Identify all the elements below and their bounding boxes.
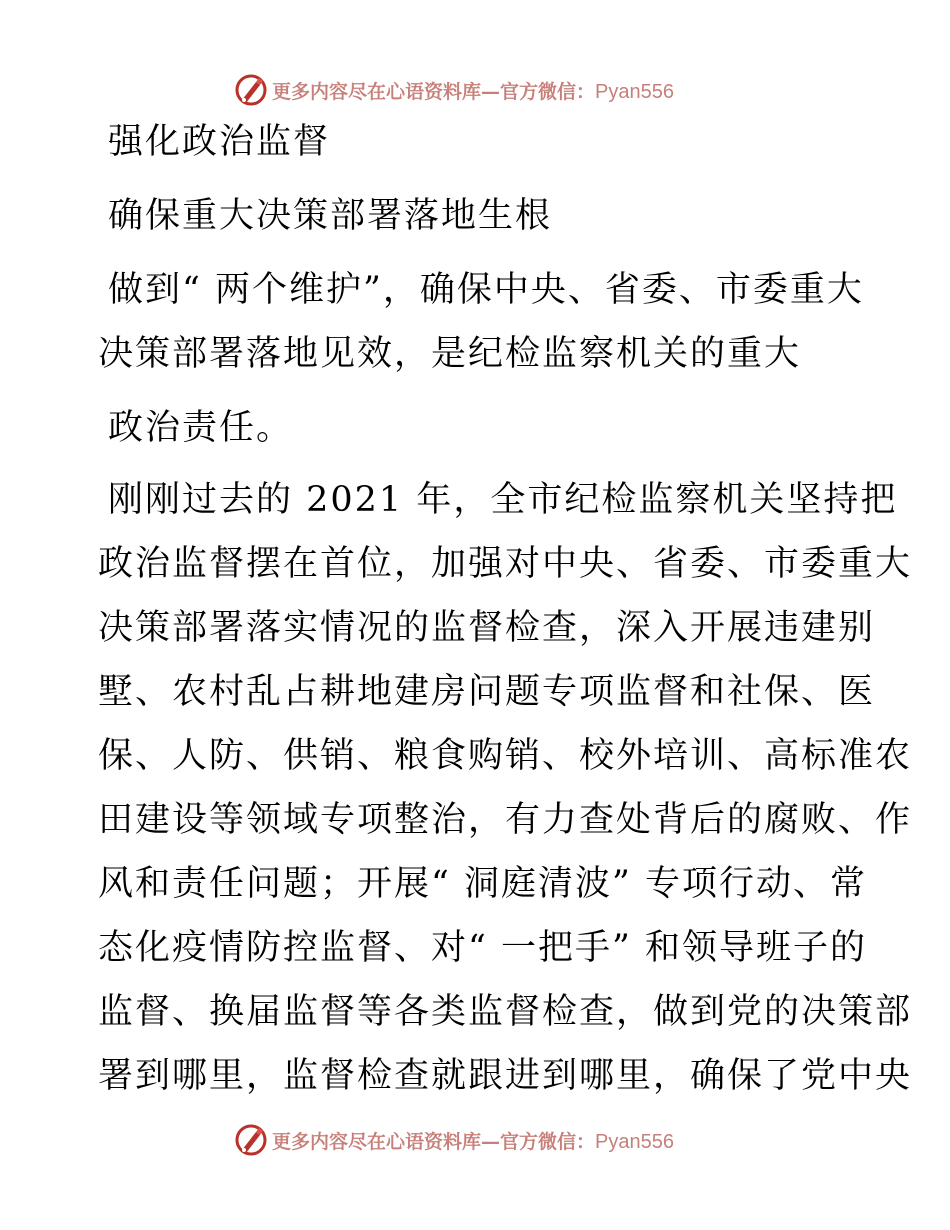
header-watermark xyxy=(234,72,674,108)
paragraph-line: 署到哪里，监督检查就跟进到哪里，确保了党中央 xyxy=(98,1056,913,1096)
pen-logo-icon xyxy=(234,73,268,107)
paragraph-line: 做到“ 两个维护”，确保中央、省委、市委重大 xyxy=(108,270,864,310)
heading-line: 强化政治监督 xyxy=(108,122,331,162)
pen-logo-icon xyxy=(234,1123,268,1157)
paragraph-line: 田建设等领域专项整治，有力查处背后的腐败、作 xyxy=(98,800,913,840)
subheading-line: 确保重大决策部署落地生根 xyxy=(108,196,553,236)
footer-watermark xyxy=(234,1122,674,1158)
paragraph-line: 决策部署落地见效，是纪检监察机关的重大 xyxy=(98,334,802,374)
paragraph-line: 态化疫情防控监督、对“ 一把手” 和领导班子的 xyxy=(98,928,868,968)
paragraph-line: 墅、农村乱占耕地建房问题专项监督和社保、医 xyxy=(98,672,876,712)
watermark-text: 更多内容尽在心语资料库—官方微信：Pyan556 xyxy=(272,80,674,103)
paragraph-line: 政治责任。 xyxy=(108,408,294,448)
paragraph-line: 风和责任问题；开展“ 洞庭清波” 专项行动、常 xyxy=(98,864,868,904)
paragraph-line: 政治监督摆在首位，加强对中央、省委、市委重大 xyxy=(98,544,913,584)
paragraph-line: 决策部署落实情况的监督检查，深入开展违建别 xyxy=(98,608,876,648)
paragraph-line: 监督、换届监督等各类监督检查，做到党的决策部 xyxy=(98,992,913,1032)
paragraph-line: 刚刚过去的 2021 年，全市纪检监察机关坚持把 xyxy=(108,480,898,520)
paragraph-line: 保、人防、供销、粮食购销、校外培训、高标准农 xyxy=(98,736,913,776)
watermark-text: 更多内容尽在心语资料库—官方微信：Pyan556 xyxy=(272,1130,674,1153)
